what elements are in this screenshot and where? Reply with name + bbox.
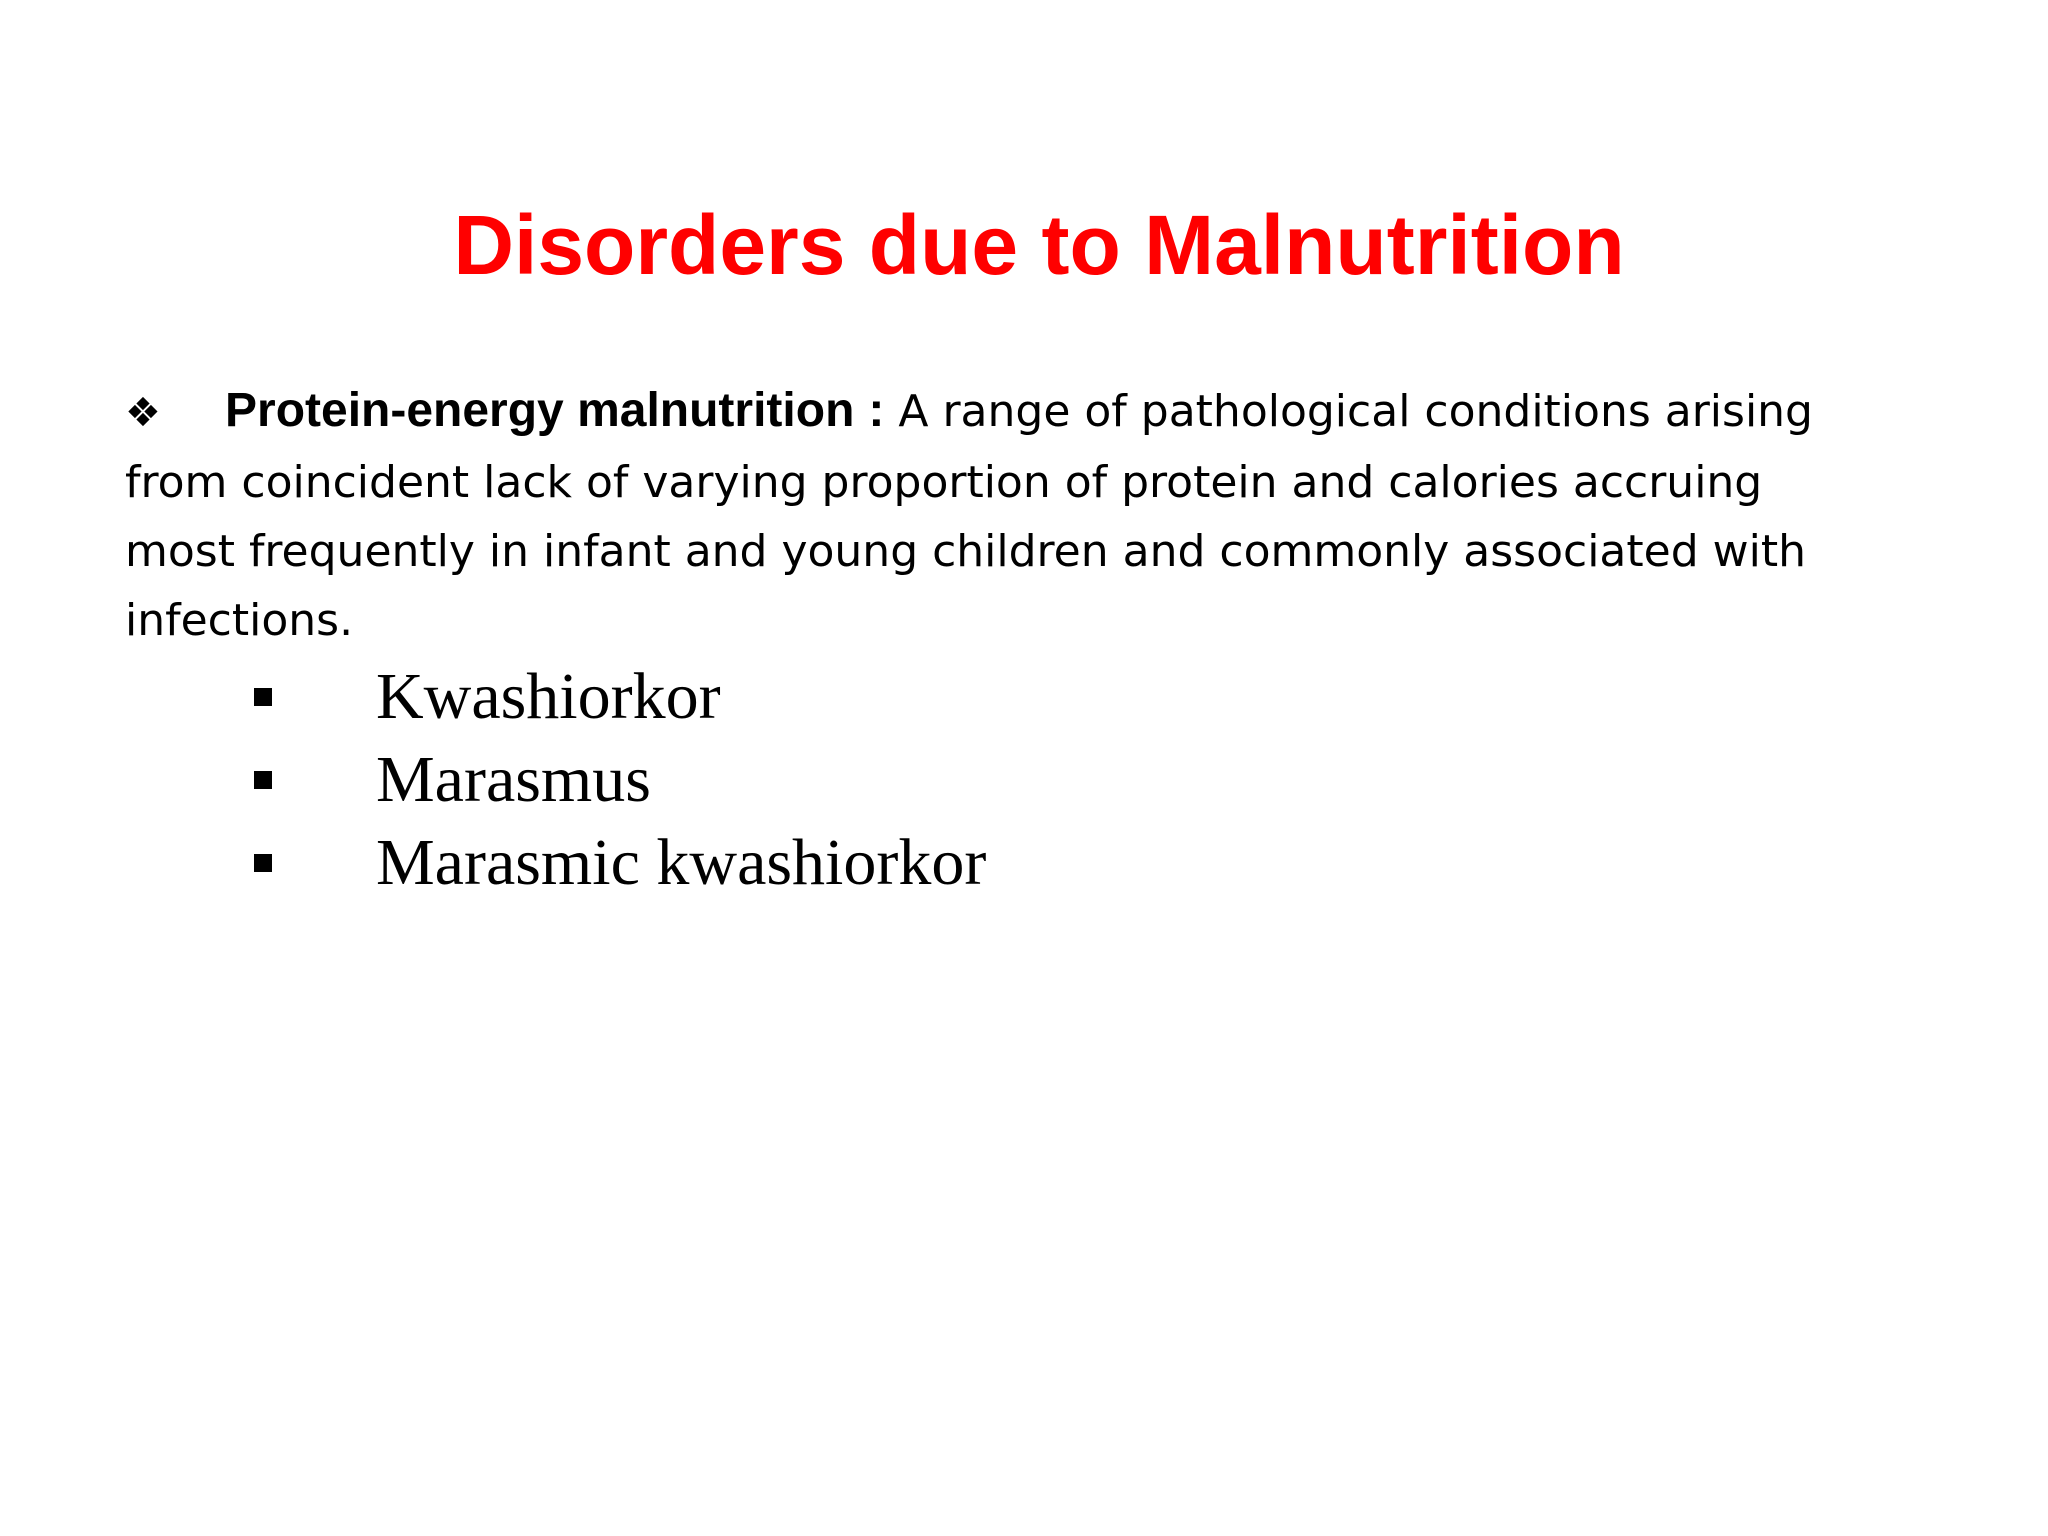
- diamond-bullet-icon: ❖: [125, 390, 161, 436]
- list-item: [240, 738, 986, 821]
- slide-title: Disorders due to Malnutrition: [453, 198, 1625, 292]
- definition-term: Protein-energy malnutrition: [225, 384, 855, 437]
- list-item-label: Kwashiorkor: [376, 659, 721, 733]
- definition-paragraph: [125, 376, 1885, 655]
- list-item: [240, 655, 986, 738]
- square-bullet-icon: [254, 688, 272, 706]
- definition-separator: :: [868, 384, 885, 437]
- list-item: [240, 821, 986, 904]
- disorder-type-list: [240, 655, 986, 904]
- list-item-label: Marasmus: [376, 742, 651, 816]
- list-item-label: Marasmic kwashiorkor: [376, 825, 987, 899]
- definition-text: A range of pathological conditions arising from coincident lack of varying proportion of protein and calories accruing most frequently in infant and young children and commonly associated with infections.: [125, 386, 1813, 646]
- square-bullet-icon: [254, 771, 272, 789]
- square-bullet-icon: [254, 854, 272, 872]
